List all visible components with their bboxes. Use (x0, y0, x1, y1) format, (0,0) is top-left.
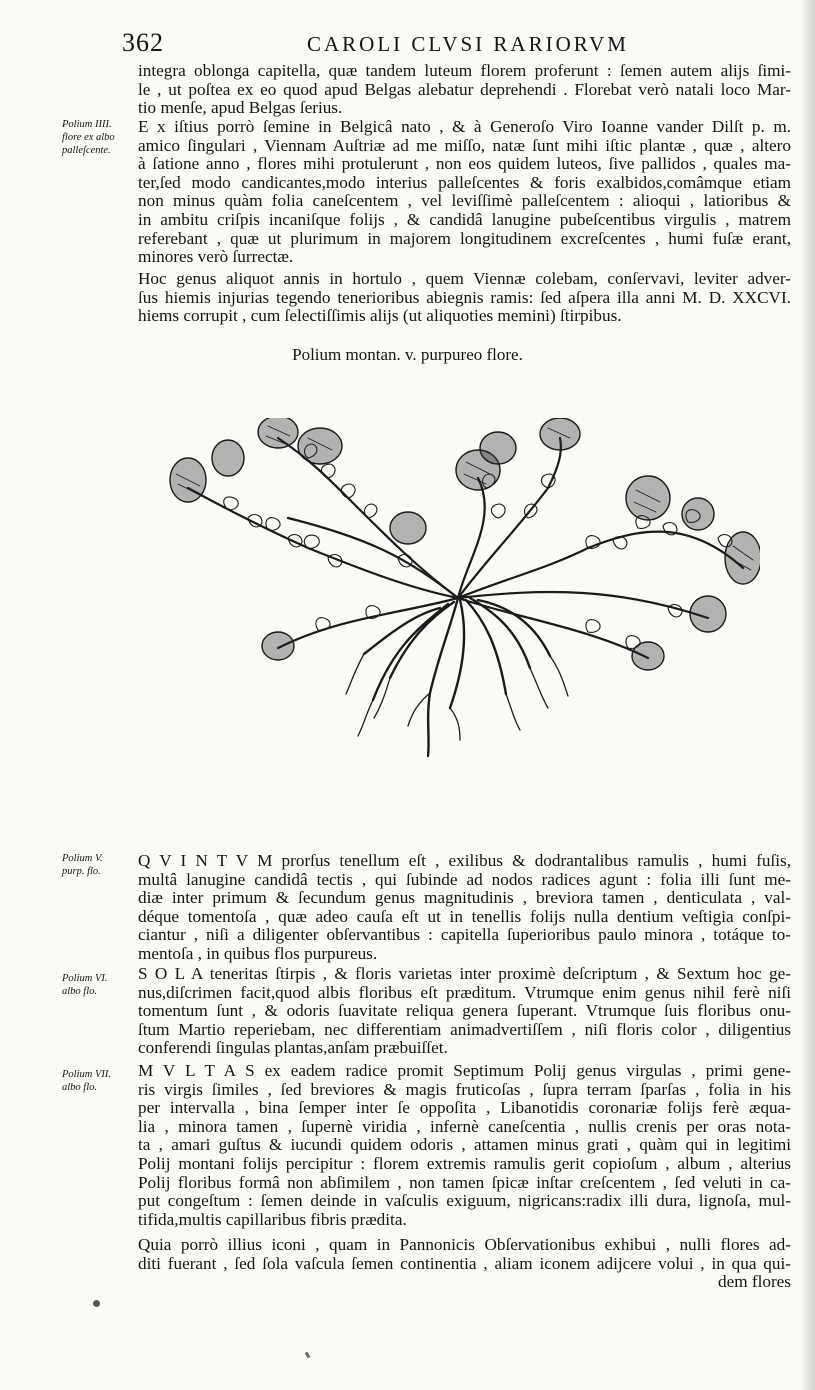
text-line: referebant , quæ ut plurimum in majorem longitudinem excreſcentes , humi fuſæ erant, (138, 229, 791, 248)
text-line: non minus quàm folia caneſcentem , vel leviſſimè palleſcentem : alioqui , latioribus & (138, 192, 791, 211)
margin-note-polium-vi: Polium VI. albo flo. (62, 973, 108, 997)
text-line: à ſatione anno , flores mihi protulerunt , non eos quidem luteos, ſive pallidos , quales ma- (138, 155, 791, 174)
text-line: lia , minora tamen , ſupernè viridia , infernè caneſcentia , nullis crenis per oras nota- (138, 1117, 791, 1136)
root-fibres (346, 654, 568, 740)
text-line: integra oblonga capitella, quæ tandem luteum florem proferunt : ſemen autem alijs ſimi- (138, 62, 791, 80)
catchword-line: dem flores (717, 1273, 791, 1292)
text-line: conferendi ſingulas plantas,anſam præbuiſſet. (138, 1039, 448, 1058)
text-line: Polij montani folijs percipitur : florem extremis ramulis gerit copioſum , album , alterius (138, 1154, 791, 1173)
text-line: ciantur , niſi a diligenter obſervantibus : capitella ſuperioribus paulo minora , totáque to- (138, 926, 791, 945)
text-line: per intervalla , bina ſemper inter ſe oppoſita , Libanotidis coronariæ folijs ferè æqua- (138, 1099, 791, 1118)
text-line: tio menſe, apud Belgas ſerius. (138, 99, 343, 118)
running-title: CAROLI CLVSI RARIORVM (307, 32, 629, 56)
paragraph-2 (138, 118, 791, 267)
ink-speck (93, 1300, 100, 1307)
text-line: Q V I N T V M prorſus tenellum eſt , exilibus & dodrantalibus ramulis , humi fuſis, (138, 852, 791, 870)
paragraph-4 (138, 852, 791, 964)
page-number: 362 (122, 28, 164, 57)
margin-note-polium-vii: Polium VII. albo flo. (62, 1069, 111, 1093)
text-line: minores verò ſurrectæ. (138, 248, 294, 267)
text-line: hiems corrupit , cum ſelectiſſimis alijs (ut aliquoties memini) ſtirpibus. (138, 307, 622, 326)
paragraph-7 (138, 1236, 791, 1292)
text-line: ter,ſed modo candicantes,modo interius palleſcentes & foris exalbidos,comâmque etiam (138, 173, 791, 192)
text-line: E x iſtius porrò ſemine in Belgicâ nato , & à Generoſo Viro Ioanne vander Dilſt p. m. (138, 118, 791, 136)
roots (364, 598, 550, 756)
page-edge (801, 0, 815, 1390)
text-line: Polij floribus formâ non abſimilem , non tamen ſpicæ inſtar creſcentem , ſed veluti in ca- (138, 1173, 791, 1192)
figure-caption: Polium montan. v. purpureo flore. (292, 345, 523, 364)
text-line: diti fuerant , ſed ſola vaſcula ſemen continentia , aliam iconem adijcere volui , in qua qui- (138, 1254, 791, 1273)
text-line: tifida,multis capillaribus fibris prædita. (138, 1210, 407, 1229)
text-line: Quia porrò illius iconi , quam in Pannonicis Obſervationibus exhibui , nulli flores ad- (138, 1236, 791, 1254)
text-line: multâ lanugine candidâ tectis , qui ſubinde ad nodos radices agunt : folia illi ſunt me- (138, 870, 791, 889)
text-line: amico ſingulari , Viennam Auſtriæ ad me miſſo, natæ ſunt mihi iſtic plantæ , quæ , altero (138, 136, 791, 155)
text-line: in ambitu criſpis incaniſque folijs , & candidâ lanugine pubeſcentibus virgulis , matrem (138, 210, 791, 229)
text-line: ſtum Martio reperiebam, nec differentiam animadvertiſſem , niſi floris color , diligentius (138, 1020, 791, 1039)
paragraph-3 (138, 270, 791, 326)
text-line: ris virgis ſimiles , ſed breviores & magis fruticoſas , ſupra terram ſparſas , folia in his (138, 1080, 791, 1099)
text-line: diæ inter primum & ſecundum genus magnitudinis , breviora tamen , denticulata , val- (138, 889, 791, 908)
text-line: tomentum ſunt , & odoris ſuavitate reliqua genera ſuperant. Vtrumque ſuis floribus onu- (138, 1002, 791, 1021)
text-line: mentoſa , in quibus flos purpureus. (138, 944, 378, 963)
margin-note-polium-v: Polium V. purp. flo. (62, 853, 103, 877)
text-line: le , ut poſtea ex eo quod apud Belgas alebatur deprehendi . Florebat verò natali loco Mar- (138, 80, 791, 99)
text-line: put congeſtum : ſemen deinde in vaſculis exiguum, nigricans:radix illi dura, lignoſa, mul- (138, 1192, 791, 1211)
paragraph-5 (138, 965, 791, 1058)
ink-speck (305, 1352, 311, 1359)
text-line: S O L A teneritas ſtirpis , & floris varietas inter proximè deſcriptum , & Sextum hoc ge- (138, 965, 791, 983)
text-line: nus,diſcrimen facit,quod albis floribus eſt præditum. Vtrumque enim genus nihil ferè niſi (138, 983, 791, 1002)
page-header (122, 28, 762, 62)
paragraph-top (138, 62, 791, 118)
margin-note-polium-iv: Polium IIII. flore ex albo palleſcente. (62, 119, 115, 156)
plant-woodcut-illustration (168, 418, 760, 763)
text-line: Hoc genus aliquot annis in hortulo , quem Viennæ colebam, conſervavi, leviter adver- (138, 270, 791, 288)
paragraph-6 (138, 1062, 791, 1229)
text-line: ſus hiemis injurias tegendo tenerioribus abiegnis ramis: ſed aſpera illa anni M. D. XXCVI. (138, 288, 791, 307)
text-line: déque tomentoſa , quæ adeo cauſa eſt ut in tenellis folijs nulla dentium veſtigia conſpi- (138, 907, 791, 926)
text-line: ta , amari guſtus & iucundi quidem odoris , attamen minus grati , quàm qui in legitimi (138, 1136, 791, 1155)
text-line: M V L T A S ex eadem radice promit Septimum Polij genus virgulas , primi gene- (138, 1062, 791, 1080)
